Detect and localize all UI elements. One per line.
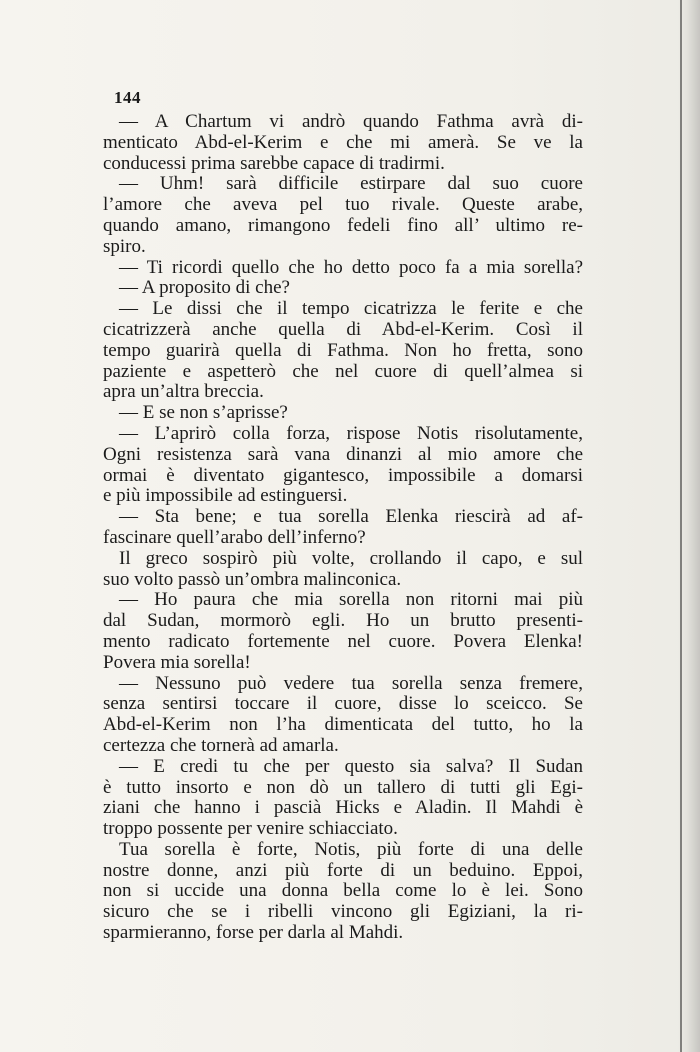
page-number: 144 bbox=[114, 88, 141, 107]
text-line: è tutto insorto e non dò un tallero di tutti gli Egi- bbox=[103, 777, 583, 798]
text-line: — E se non s’aprisse? bbox=[119, 403, 288, 424]
text-line: — Sta bene; e tua sorella Elenka riescirà ad af- bbox=[119, 507, 583, 528]
text-line: Povera mia sorella! bbox=[103, 652, 251, 673]
text-line: cicatrizzerà anche quella di Abd-el-Kerim. Così il bbox=[103, 319, 583, 340]
text-line: paziente e aspetterò che nel cuore di quell’almea si bbox=[103, 361, 583, 382]
text-line: nostre donne, anzi più forte di un beduino. Eppoi, bbox=[103, 860, 583, 881]
text-line: Il greco sospirò più volte, crollando il capo, e sul bbox=[119, 548, 583, 569]
text-line: senza sentirsi toccare il cuore, disse lo sceicco. Se bbox=[103, 694, 583, 715]
text-line: — Nessuno può vedere tua sorella senza fremere, bbox=[119, 673, 583, 694]
text-line: non si uccide una donna bella come lo è lei. Sono bbox=[103, 881, 583, 902]
text-line: conducessi prima sarebbe capace di tradirmi. bbox=[103, 153, 445, 174]
text-line: sparmieranno, forse per darla al Mahdi. bbox=[103, 923, 404, 944]
text-line: — Ho paura che mia sorella non ritorni mai più bbox=[119, 590, 583, 611]
text-line: e più impossibile ad estinguersi. bbox=[103, 486, 348, 507]
text-line: ziani che hanno i pascià Hicks e Aladin. Il Mahdi è bbox=[103, 798, 583, 819]
text-line: Ogni resistenza sarà vana dinanzi al mio amore che bbox=[103, 444, 583, 465]
text-line: menticato Abd-el-Kerim e che mi amerà. Se ve la bbox=[103, 132, 583, 153]
text-line: — A Chartum vi andrò quando Fathma avrà di- bbox=[119, 112, 583, 132]
text-line: l’amore che aveva pel tuo rivale. Queste arabe, bbox=[103, 195, 583, 216]
text-line: suo volto passò un’ombra malinconica. bbox=[103, 569, 402, 590]
text-line: — L’aprirò colla forza, rispose Notis risolutamente, bbox=[119, 423, 583, 444]
text-line: fascinare quell’arabo dell’inferno? bbox=[103, 527, 366, 548]
page-text bbox=[103, 112, 583, 944]
text-line: — E credi tu che per questo sia salva? Il Sudan bbox=[119, 756, 583, 777]
text-line: — Le dissi che il tempo cicatrizza le ferite e che bbox=[119, 299, 583, 320]
text-line: Tua sorella è forte, Notis, più forte di una delle bbox=[119, 839, 583, 860]
text-line: Abd-el-Kerim non l’ha dimenticata del tutto, ho la bbox=[103, 715, 583, 736]
text-line: mento radicato fortemente nel cuore. Povera Elenka! bbox=[103, 631, 583, 652]
page-edge-line bbox=[680, 0, 682, 1052]
text-line: — Uhm! sarà difficile estirpare dal suo cuore bbox=[119, 174, 583, 195]
text-line: apra un’altra breccia. bbox=[103, 382, 264, 403]
text-line: certezza che tornerà ad amarla. bbox=[103, 735, 339, 756]
text-line: spiro. bbox=[103, 236, 146, 257]
text-line: sicuro che se i ribelli vincono gli Egiziani, la ri- bbox=[103, 902, 583, 923]
text-line: — A proposito di che? bbox=[119, 278, 290, 299]
text-line: tempo guarirà quella di Fathma. Non ho fretta, sono bbox=[103, 340, 583, 361]
text-line: troppo possente per venire schiacciato. bbox=[103, 819, 398, 840]
text-line: ormai è diventato gigantesco, impossibile a domarsi bbox=[103, 465, 583, 486]
text-line: dal Sudan, mormorò egli. Ho un brutto presenti- bbox=[103, 611, 583, 632]
text-line: — Ti ricordi quello che ho detto poco fa a mia sorella? bbox=[119, 257, 583, 278]
text-line: quando amano, rimangono fedeli fino all’ ultimo re- bbox=[103, 215, 583, 236]
